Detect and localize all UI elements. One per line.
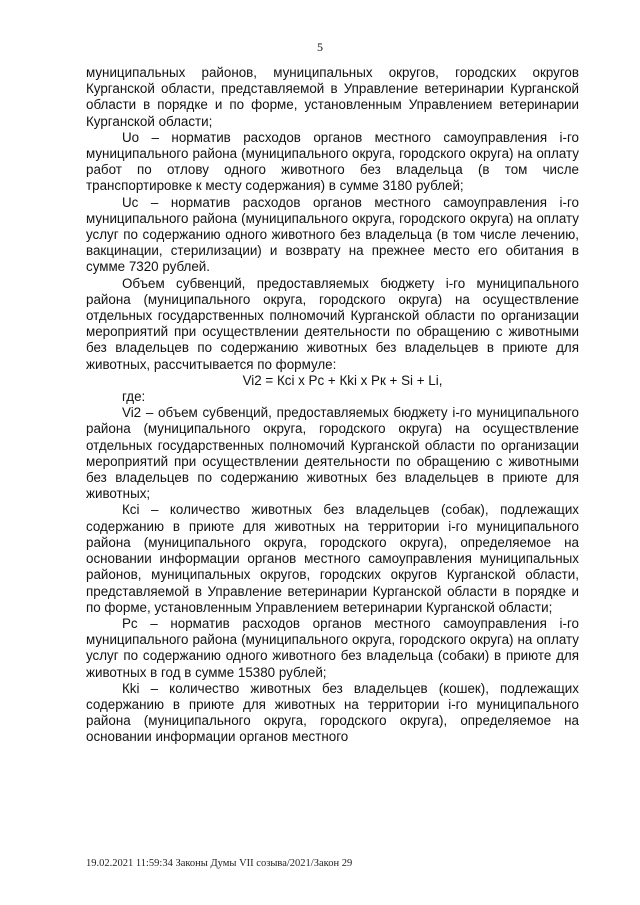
paragraph-continuation: муниципальных районов, муниципальных округов, городских округов Курганской области, представляемой в Управление ветеринарии Курганской области в порядке и по форме, установленным Управлением ветеринарии Курганской области; bbox=[86, 65, 579, 129]
page-number: 5 bbox=[317, 40, 323, 54]
definition-pc: Pc – норматив расходов органов местного самоуправления i-го муниципального района (муниципального округа, городского округа) на оплату услуг по содержанию одного животного без владельца (собаки) в приюте для животных в год в сумме 15380 рублей; bbox=[86, 615, 579, 680]
paragraph-uc-definition: Uc – норматив расходов органов местного самоуправления i-го муниципального района (муниципального округа, городского округа) на оплату услуг по содержанию одного животного без владельца (в том числе лечению, вакцинации, стерилизации) и возврату на прежнее место его обитания в сумме 7320 рублей. bbox=[86, 194, 579, 275]
definition-kki: Кki – количество животных без владельцев (кошек), подлежащих содержанию в приюте для животных на территории i-го муниципального района (муниципального округа, городского округа), определяемое на основании информации органов местного bbox=[86, 680, 579, 745]
definition-vi2: Vi2 – объем субвенций, предоставляемых бюджету i-го муниципального района (муниципального округа, городского округа) на осуществление отдельных государственных полномочий Курганской области по организации мероприятий при осуществлении деятельности по обращению с животными без владельцев по содержанию животных без владельцев в приюте для животных; bbox=[86, 405, 579, 502]
where-label: где: bbox=[122, 389, 146, 405]
definition-kci: Кci – количество животных без владельцев (собак), подлежащих содержанию в приюте для животных на территории i-го муниципального района (муниципального округа, городского округа), определяемое на основании информации органов местного самоуправления муниципальных районов, муниципальных округов, городских округов Курганской области, представляемой в Управление ветеринарии Курганской области в порядке и по форме, установленным Управлением ветеринарии Курганской области; bbox=[86, 502, 579, 615]
paragraph-uo-definition: Uo – норматив расходов органов местного самоуправления i-го муниципального района (муниципального округа, городского округа) на оплату работ по отлову одного животного без владельца (в том числе транспортировке к месту содержания) в сумме 3180 рублей; bbox=[86, 129, 579, 194]
paragraph-subvention-volume: Объем субвенций, предоставляемых бюджету i-го муниципального района (муниципального округа, городского округа) на осуществление отдельных государственных полномочий Курганской области по организации мероприятий при осуществлении деятельности по обращению с животными без владельцев по содержанию животных без владельцев в приюте для животных, рассчитывается по формуле: bbox=[86, 275, 579, 372]
document-body bbox=[86, 65, 579, 746]
formula: Vi2 = Кci x Pc + Кki x Pк + Si + Li, bbox=[242, 372, 443, 388]
document-footer: 19.02.2021 11:59:34 Законы Думы VII созыва/2021/Закон 29 bbox=[86, 858, 353, 869]
